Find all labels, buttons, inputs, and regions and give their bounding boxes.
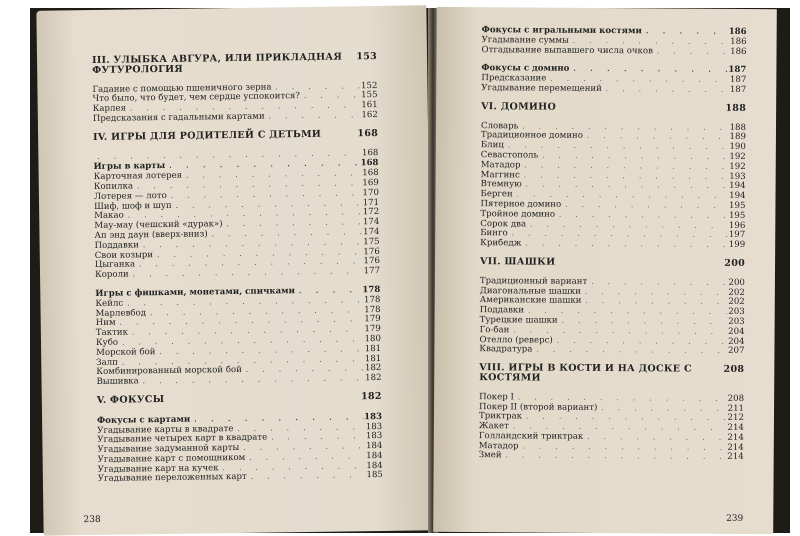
leader-dots	[139, 374, 364, 387]
toc-entry-title: Отелло (реверс)	[479, 334, 553, 346]
section-heading	[480, 257, 745, 269]
toc-entry-title: Угадывание задуманной карты	[97, 443, 240, 456]
toc-entry-title: Макао	[94, 210, 124, 222]
toc-entry-title: Предсказание	[481, 73, 547, 84]
toc-entry-page: 189	[729, 132, 746, 143]
toc-entry-page: 197	[728, 230, 746, 241]
section-heading-title: V. ФОКУСЫ	[96, 393, 165, 406]
toc-entry-page: 208	[727, 393, 745, 404]
toc-right	[479, 25, 747, 471]
toc-entry-page: 172	[362, 207, 380, 218]
toc-group	[481, 25, 746, 57]
toc-left	[92, 48, 383, 493]
toc-entry-page: 185	[366, 470, 383, 481]
toc-entry-page: 203	[728, 306, 745, 318]
toc-entry-page: 200	[728, 277, 745, 288]
toc-entry-title: Маггинс	[480, 169, 520, 180]
toc-entry-title: Берген	[480, 189, 513, 200]
section-heading-title: III. УЛЫБКА АВГУРА, ИЛИ ПРИКЛАДНАЯ ФУТУРОЛОГИЯ	[91, 51, 343, 76]
leader-dots	[653, 47, 729, 57]
section-heading-page: 168	[357, 127, 379, 140]
toc-entry-title: Ап энд даун (вверх-вниз)	[94, 229, 208, 241]
toc-entry-page: 182	[364, 363, 382, 374]
toc-entry-title: Залп	[96, 357, 119, 368]
toc-entry-page: 183	[365, 431, 383, 442]
section-heading-page: 182	[360, 390, 382, 403]
section-heading	[97, 392, 382, 406]
toc-entry-page: 181	[364, 353, 382, 364]
section-heading	[92, 52, 377, 76]
toc-entry-page: 186	[730, 36, 747, 47]
toc-entry	[481, 84, 746, 96]
leader-dots	[532, 346, 726, 357]
toc-entry-title: Севастополь	[480, 150, 539, 161]
leader-dots	[502, 452, 726, 463]
toc-entry-title: Мау-мау (чешский «дурак»)	[94, 219, 223, 232]
toc-entry-page: 171	[362, 197, 380, 208]
toc-entry-title: Шиф, шоф и шуп	[94, 200, 172, 212]
toc-group	[97, 412, 383, 486]
toc-entry-title: Поддавки	[94, 240, 140, 251]
toc-entry-title: Копилка	[93, 181, 134, 192]
left-page	[36, 5, 433, 535]
toc-entry-title: Голландский триктрак	[478, 431, 584, 442]
toc-entry-title: Традиционное домино	[480, 130, 584, 142]
toc-entry-page: 178	[363, 294, 381, 305]
toc-entry-page: 214	[727, 422, 744, 434]
toc-entry-title: Лотерея — лото	[93, 190, 167, 202]
toc-entry-page: 170	[362, 187, 379, 198]
toc-entry-title: Диагональные шашки	[479, 285, 581, 297]
toc-entry-page: 161	[361, 100, 378, 111]
toc-entry-page: 183	[365, 421, 383, 432]
section-heading	[481, 102, 746, 114]
toc-entry	[481, 46, 746, 58]
toc-entry-page: 202	[728, 287, 745, 298]
toc-entry-page: 168	[361, 147, 379, 158]
leader-dots	[569, 64, 728, 75]
leader-dots	[521, 240, 727, 251]
toc-entry-page: 204	[728, 336, 745, 347]
section-heading	[479, 363, 744, 384]
toc-entry-page: 199	[728, 240, 746, 251]
toc-entry-page: 186	[730, 46, 747, 57]
toc-entry-page: 181	[364, 343, 382, 354]
toc-entry-title: Тактик	[95, 327, 129, 339]
toc-entry-page: 195	[729, 200, 746, 211]
toc-entry-title: Марлевбод	[95, 307, 147, 319]
toc-group	[95, 285, 381, 388]
toc-group	[480, 122, 746, 251]
toc-entry-title: Змей	[478, 450, 502, 461]
toc-entry-page: 169	[362, 177, 379, 189]
section-heading-page: 200	[724, 257, 746, 269]
toc-entry-page: 186	[728, 26, 747, 37]
toc-entry-page: 212	[727, 413, 745, 424]
toc-entry-title: Тройное домино	[480, 208, 556, 220]
toc-entry-page: 168	[360, 158, 379, 169]
toc-entry-title: Втемную	[480, 179, 522, 190]
toc-entry	[479, 345, 744, 357]
leader-dots	[247, 472, 365, 483]
toc-entry-title: Поддавки	[479, 305, 525, 316]
leader-dots	[129, 267, 362, 280]
leader-dots	[642, 26, 729, 36]
leader-dots	[602, 85, 728, 96]
toc-group	[481, 64, 746, 96]
toc-entry	[479, 452, 744, 464]
toc-entry-title: Блиц	[480, 140, 504, 151]
section-heading-title: IV. ИГРЫ ДЛЯ РОДИТЕЛЕЙ С ДЕТЬМИ	[93, 128, 322, 143]
toc-entry-title: Карточная лотерея	[93, 170, 183, 183]
toc-entry-page: 184	[366, 450, 383, 462]
toc-entry-title: Фокусы с игральными костями	[481, 25, 642, 37]
toc-entry-title: Гадание с помощью пшеничного зерна	[92, 82, 272, 95]
toc-entry-title: Матадор	[480, 159, 521, 171]
toc-entry-title: Предсказания с гадальными картами	[92, 111, 265, 124]
toc-entry-title: Фокусы с домино	[481, 63, 570, 75]
toc-entry-page: 202	[728, 297, 745, 308]
section-heading-title: VI. ДОМИНО	[481, 100, 557, 113]
toc-entry-title: Бинго	[480, 228, 508, 239]
toc-entry-page: 177	[363, 266, 381, 277]
section-heading-title: VIII. ИГРЫ В КОСТИ И НА ДОСКЕ С КОСТЯМИ	[479, 362, 692, 384]
toc-entry-title: Сорок два	[480, 218, 527, 229]
section-heading-page: 188	[725, 102, 747, 114]
leader-dots	[295, 285, 362, 296]
toc-entry-page: 193	[729, 171, 746, 182]
toc-entry-title: Игры с фишками, монетами, спичками	[95, 286, 296, 299]
toc-entry-title: Что было, что будет, чем сердце успокоится?	[92, 91, 301, 105]
toc-entry-page: 203	[728, 316, 745, 327]
toc-entry-title: Пятерное домино	[480, 199, 562, 210]
toc-entry-page: 194	[729, 191, 746, 202]
toc-entry-title: Угадывание переложенных карт	[97, 472, 247, 485]
toc-entry-title: Покер I	[479, 391, 514, 403]
page-number-right: 239	[726, 513, 744, 524]
toc-entry-title: Американские шашки	[479, 295, 582, 307]
toc-entry-title: Фокусы с картами	[97, 414, 191, 426]
toc-entry-page: 211	[727, 403, 745, 414]
toc-entry	[480, 239, 745, 251]
toc-entry-page: 187	[729, 75, 747, 86]
toc-entry-page: 152	[360, 80, 378, 91]
toc-entry-title: Го-бан	[479, 324, 510, 336]
toc-entry-page: 175	[363, 236, 380, 247]
toc-entry-page: 179	[364, 314, 381, 325]
right-page	[433, 7, 777, 534]
toc-entry-title: Свои козыри	[94, 249, 154, 261]
toc-entry	[93, 111, 378, 125]
toc-group	[479, 277, 745, 357]
toc-entry-title: Комбинированный морской бой	[96, 365, 242, 378]
toc-entry-page: 178	[362, 284, 381, 296]
toc-entry-page: 174	[362, 217, 380, 228]
toc-entry-page: 188	[729, 122, 747, 133]
toc-entry-page: 196	[728, 220, 746, 231]
toc-entry-title: Жакет	[478, 421, 509, 432]
toc-entry-page: 214	[727, 432, 744, 443]
toc-entry-page: 194	[729, 181, 746, 192]
toc-entry-page: 182	[365, 373, 382, 384]
toc-group	[93, 149, 380, 281]
toc-entry-page: 179	[364, 324, 381, 335]
toc-entry-page: 180	[364, 333, 382, 345]
toc-entry-title: Крибедж	[480, 238, 522, 249]
section-heading-title: VII. ШАШКИ	[480, 256, 556, 268]
toc-entry-title: Триктрак	[478, 411, 523, 422]
toc-entry-page: 178	[364, 304, 381, 315]
toc-entry-title: Угадывание карт с помощником	[97, 452, 246, 465]
toc-entry-title: Угадывание карты в квадрате	[97, 423, 234, 436]
toc-entry-title: Морской бой	[96, 346, 156, 358]
toc-entry-page: 184	[365, 441, 383, 452]
toc-entry-page: 207	[727, 346, 745, 357]
toc-entry-title: Кейлс	[95, 298, 124, 309]
toc-entry-page: 192	[729, 161, 746, 172]
toc-entry-title: Угадывание суммы	[481, 34, 569, 46]
toc-entry-page: 176	[363, 246, 380, 257]
section-heading-page: 208	[723, 363, 745, 376]
section-heading	[93, 129, 378, 143]
toc-entry-title: Матадор	[478, 440, 519, 452]
toc-entry-page: 192	[729, 151, 746, 162]
toc-entry-page: 176	[363, 256, 380, 267]
toc-entry-title: Вышивка	[96, 376, 139, 388]
page-number-left: 238	[83, 514, 101, 526]
open-book	[30, 8, 790, 533]
toc-entry-page: 195	[728, 210, 746, 221]
toc-entry-title: Отгадывание выпавшего числа очков	[481, 44, 653, 56]
toc-entry-page: 214	[727, 452, 744, 463]
toc-entry-page: 190	[729, 142, 746, 153]
toc-entry-page: 183	[364, 411, 383, 422]
toc-entry-page: 187	[728, 65, 747, 76]
toc-entry	[98, 471, 383, 485]
section-heading-page: 153	[356, 50, 378, 63]
leader-dots	[265, 111, 360, 122]
toc-entry-title: Кубо	[95, 337, 119, 348]
toc-entry-title: Угадывание перемещений	[481, 83, 602, 94]
toc-entry-title: Квадратура	[479, 344, 533, 355]
toc-entry-page: 214	[727, 442, 744, 453]
toc-entry-title: Ним	[95, 318, 116, 329]
toc-group	[479, 393, 744, 463]
toc-entry-page: 162	[361, 109, 378, 121]
toc-entry-page: 187	[729, 84, 747, 95]
toc-entry-page: 184	[366, 460, 383, 471]
toc-entry-page: 168	[362, 168, 379, 179]
toc-entry-title: Традиционный вариант	[479, 275, 588, 287]
toc-entry-title: Угадывание четырех карт в квадрате	[97, 432, 268, 446]
toc-group	[92, 82, 378, 125]
toc-entry-title: Игры в карты	[93, 161, 166, 173]
toc-entry-title: Короли	[94, 269, 129, 281]
toc-entry-page: 204	[728, 326, 745, 337]
toc-entry-page: 155	[361, 90, 378, 101]
toc-entry-title: Турецкие шашки	[479, 315, 558, 326]
toc-entry-title: Угадывание карт на кучек	[97, 462, 219, 475]
toc-entry-page: 174	[363, 226, 380, 238]
toc-entry-title: Карлея	[92, 103, 127, 115]
toc-entry-title: Цыганка	[94, 259, 136, 271]
toc-entry-title: Словарь	[480, 120, 519, 131]
toc-entry-title: Покер II (второй вариант)	[479, 401, 598, 413]
